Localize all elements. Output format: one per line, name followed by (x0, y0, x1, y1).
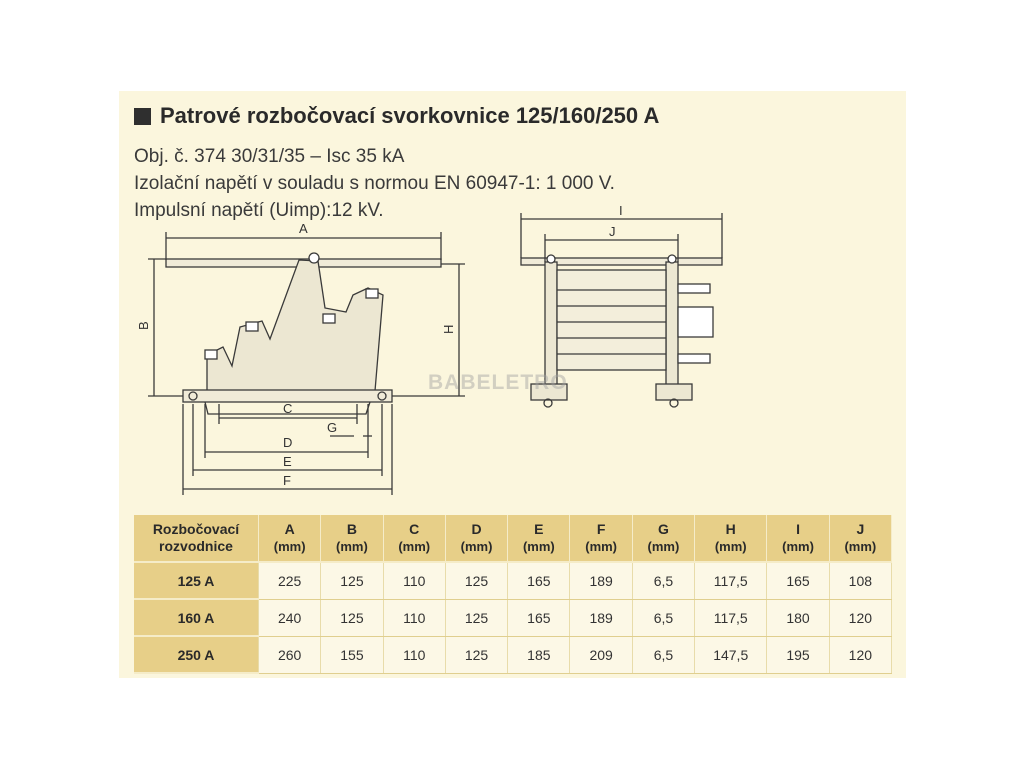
table-column-header: B (mm) (321, 515, 383, 562)
dimension-label-h: H (441, 324, 456, 334)
table-row (134, 636, 892, 673)
table-column-header: F (mm) (570, 515, 632, 562)
table-header-row (134, 515, 892, 562)
table-cell: 110 (383, 562, 445, 599)
info-line-insulation-voltage: Izolační napětí v souladu s normou EN 60947-1: 1 000 V. (134, 173, 615, 194)
table-cell: 180 (767, 599, 829, 636)
table-cell: 189 (570, 599, 632, 636)
table-cell: 165 (508, 562, 570, 599)
bolt-icon (205, 350, 217, 359)
info-line-order-number: Obj. č. 374 30/31/35 – Isc 35 kA (134, 146, 405, 167)
dimension-label-e: E (283, 454, 292, 469)
table-column-header: I (mm) (767, 515, 829, 562)
table-cell: 155 (321, 636, 383, 673)
table-cell: 108 (829, 562, 891, 599)
table-column-header: C (mm) (383, 515, 445, 562)
top-bolt-icon (309, 253, 319, 263)
table-cell: 6,5 (632, 599, 694, 636)
table-column-header: D (mm) (445, 515, 507, 562)
dimension-label-b: B (136, 321, 151, 330)
table-cell: 6,5 (632, 562, 694, 599)
table-column-header: J (mm) (829, 515, 891, 562)
table-cell: 189 (570, 562, 632, 599)
title-text: Patrové rozbočovací svorkovnice 125/160/250 A (160, 103, 660, 128)
front-view-body (557, 270, 666, 370)
table-column-header: A (mm) (259, 515, 321, 562)
table-column-header: H (mm) (695, 515, 767, 562)
dimension-label-g: G (327, 420, 338, 435)
table-cell: 209 (570, 636, 632, 673)
info-line-impulse-voltage: Impulsní napětí (Uimp):12 kV. (134, 200, 384, 221)
table-cell: 117,5 (695, 599, 767, 636)
table-row (134, 562, 892, 599)
table-cell: 147,5 (695, 636, 767, 673)
table-cell: 165 (508, 599, 570, 636)
bolt-icon (366, 289, 378, 298)
dimension-label-a: A (299, 221, 308, 236)
bolt-icon (323, 314, 335, 323)
side-view-insulator-body (207, 260, 383, 391)
table-cell: 165 (767, 562, 829, 599)
table-cell: 125 (321, 562, 383, 599)
table-row-label: 250 A (134, 636, 259, 673)
table-cell: 110 (383, 636, 445, 673)
table-cell: 195 (767, 636, 829, 673)
dimension-label-d: D (283, 435, 293, 450)
table-cell: 117,5 (695, 562, 767, 599)
dimension-label-f: F (283, 473, 291, 488)
dimension-label-c: C (283, 401, 293, 416)
dimension-label-j: J (609, 224, 616, 239)
bolt-icon (246, 322, 258, 331)
table-cell: 6,5 (632, 636, 694, 673)
dimension-label-i: I (619, 203, 623, 218)
table-cell: 260 (259, 636, 321, 673)
table-cell: 125 (445, 599, 507, 636)
table-cell: 125 (445, 562, 507, 599)
table-cell: 125 (321, 599, 383, 636)
table-corner-header: Rozbočovací rozvodnice (134, 515, 259, 562)
table-cell: 125 (445, 636, 507, 673)
front-view-right-foot (656, 384, 692, 400)
table-cell: 225 (259, 562, 321, 599)
table-row-label: 125 A (134, 562, 259, 599)
table-cell: 185 (508, 636, 570, 673)
table-column-header: E (mm) (508, 515, 570, 562)
table-cell: 120 (829, 599, 891, 636)
table-row (134, 599, 892, 636)
table-row-label: 160 A (134, 599, 259, 636)
table-cell: 120 (829, 636, 891, 673)
table-cell: 110 (383, 599, 445, 636)
front-view-right-post (666, 262, 678, 390)
table-column-header: G (mm) (632, 515, 694, 562)
dimensions-table (134, 515, 892, 674)
watermark: BABELETRO (428, 371, 568, 394)
table-cell: 240 (259, 599, 321, 636)
